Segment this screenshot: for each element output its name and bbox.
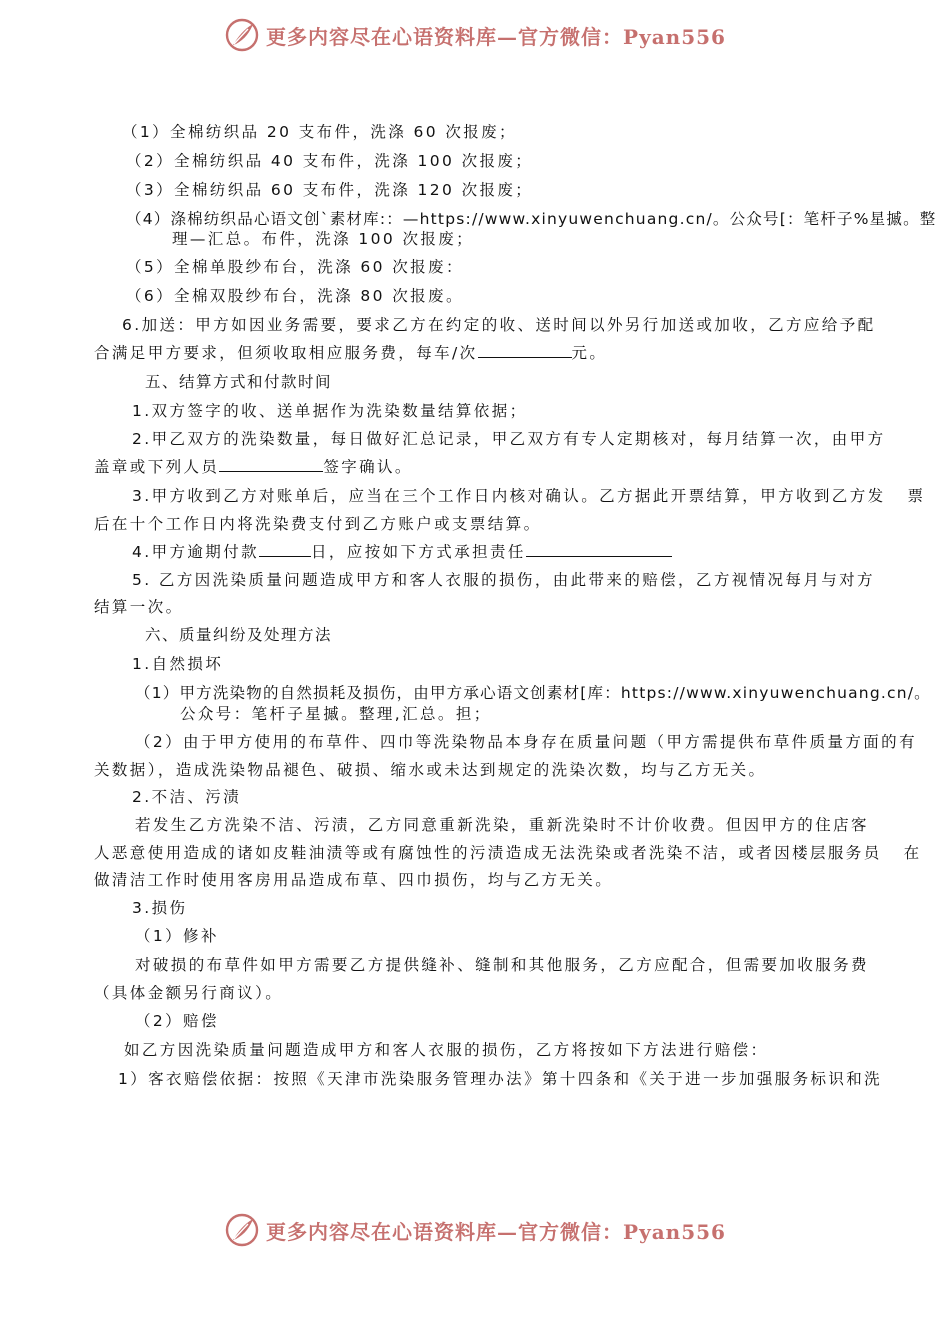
text-line: （4）涤棉纺织品心语文创`素材库:：—https://www.xinyuwenchuang.cn/。公众号[：笔杆子%星摵。整 xyxy=(126,210,937,228)
banner-text: 更多内容尽在心语资料库—官方微信：Pyan556 xyxy=(266,24,726,49)
text-line-with-blank xyxy=(94,342,607,364)
text-line: 对破损的布草件如甲方需要乙方提供缝补、缝制和其他服务，乙方应配合，但需要加收服务费 xyxy=(135,956,869,974)
feather-pen-logo-icon xyxy=(224,17,260,53)
text-line: （2）全棉纺织品 40 支布件，洗涤 100 次报废； xyxy=(126,152,534,170)
text-line: 2.不洁、污渍 xyxy=(132,788,242,806)
text-line: （3）全棉纺织品 60 支布件，洗涤 120 次报废； xyxy=(126,181,534,199)
text-segment: 签字确认。 xyxy=(323,458,413,476)
text-line: 如乙方因洗染质量问题造成甲方和客人衣服的损伤，乙方将按如下方法进行赔偿： xyxy=(124,1041,769,1059)
text-line: 5. 乙方因洗染质量问题造成甲方和客人衣服的损伤，由此带来的赔偿，乙方视情况每月与对方 xyxy=(132,571,875,589)
text-segment: 在 xyxy=(903,844,922,862)
text-line: 后在十个工作日内将洗染费支付到乙方账户或支票结算。 xyxy=(94,515,542,533)
text-line: 1.自然损坏 xyxy=(132,655,224,673)
text-line: （1）甲方洗染物的自然损耗及损伤，由甲方承心语文创素材[库：https://www.xinyuwenchuang.cn/。 xyxy=(135,684,931,702)
text-line: 6.加送：甲方如因业务需要，要求乙方在约定的收、送时间以外另行加送或加收，乙方应给予配 xyxy=(122,316,876,334)
fill-in-blank xyxy=(478,343,572,358)
text-segment: 元。 xyxy=(571,344,608,362)
text-line: 结算一次。 xyxy=(94,598,184,616)
text-line: 做清洁工作时使用客房用品造成布草、四巾损伤，均与乙方无关。 xyxy=(94,871,614,889)
text-segment: 人恶意使用造成的诸如皮鞋油渍等或有腐蚀性的污渍造成无法洗染或者洗染不洁，或者因楼层服务员 xyxy=(94,844,882,862)
feather-pen-logo-icon xyxy=(224,1212,260,1248)
text-segment: 盖章或下列人员 xyxy=(94,458,220,476)
text-line: 关数据），造成洗染物品褪色、破损、缩水或未达到规定的洗染次数，均与乙方无关。 xyxy=(94,761,767,779)
text-line: （1）修补 xyxy=(135,927,219,945)
text-line: 若发生乙方洗染不洁、污渍，乙方同意重新洗染，重新洗染时不计价收费。但因甲方的住店客 xyxy=(135,816,869,834)
text-line: 理—汇总。布件，洗涤 100 次报废； xyxy=(172,230,475,248)
text-line: 1.双方签字的收、送单据作为洗染数量结算依据； xyxy=(132,402,528,420)
text-segment: 合满足甲方要求，但须收取相应服务费，每车/次 xyxy=(94,344,478,362)
text-line: （2）赔偿 xyxy=(135,1012,219,1030)
text-line: 3.损伤 xyxy=(132,899,188,917)
text-segment: 票 xyxy=(907,487,926,505)
fill-in-blank xyxy=(219,457,323,472)
text-segment: 日，应按如下方式承担责任 xyxy=(311,543,526,561)
text-line: （具体金额另行商议）。 xyxy=(94,984,284,1002)
text-line: （6）全棉双股纱布台，洗涤 80 次报废。 xyxy=(126,287,464,305)
text-line-with-blank xyxy=(132,541,672,563)
text-line-with-blank xyxy=(94,456,413,478)
fill-in-blank xyxy=(259,542,311,557)
section-heading: 五、结算方式和付款时间 xyxy=(145,373,333,391)
text-segment: 4.甲方逾期付款 xyxy=(132,543,259,561)
text-line: （1）全棉纺织品 20 支布件，洗涤 60 次报废； xyxy=(122,123,517,141)
section-heading: 六、质量纠纷及处理方法 xyxy=(145,626,333,644)
text-line xyxy=(132,485,925,507)
text-line: 公众号：笔杆子星摵。整理,汇总。担； xyxy=(180,705,492,723)
header-watermark-banner xyxy=(0,12,950,58)
text-line: （2）由于甲方使用的布草件、四巾等洗染物品本身存在质量问题（甲方需提供布草件质量方面的有 xyxy=(135,733,917,751)
text-line xyxy=(94,842,922,864)
banner-text: 更多内容尽在心语资料库—官方微信：Pyan556 xyxy=(266,1219,726,1244)
fill-in-blank xyxy=(526,542,672,557)
text-segment: 3.甲方收到乙方对账单后，应当在三个工作日内核对确认。乙方据此开票结算，甲方收到乙方发 xyxy=(132,487,886,505)
text-line: 1）客衣赔偿依据：按照《天津市洗染服务管理办法》第十四条和《关于进一步加强服务标识和洗 xyxy=(118,1070,883,1088)
text-line: 2.甲乙双方的洗染数量，每日做好汇总记录，甲乙双方有专人定期核对，每月结算一次，由甲方 xyxy=(132,430,886,448)
footer-watermark-banner xyxy=(0,1207,950,1253)
text-line: （5）全棉单股纱布台，洗涤 60 次报废： xyxy=(126,258,464,276)
